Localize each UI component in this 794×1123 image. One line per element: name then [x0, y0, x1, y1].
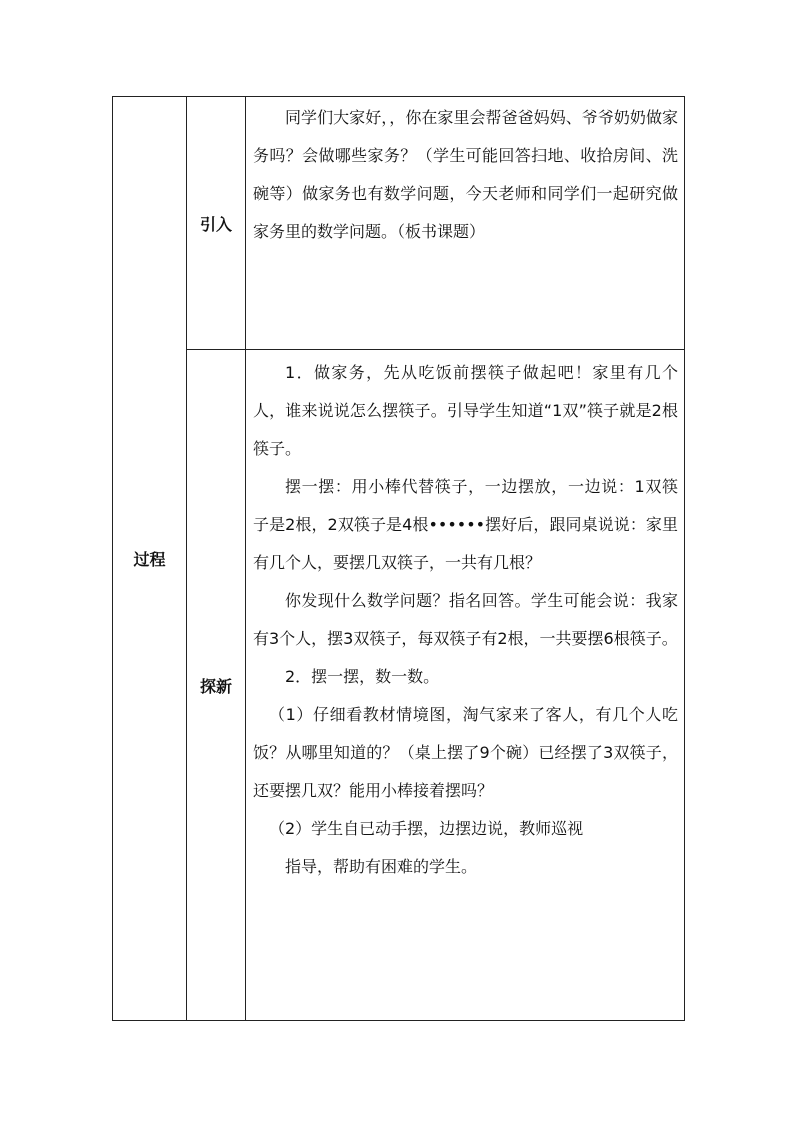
stage-label: 过程	[113, 97, 187, 1021]
section-content-explore	[246, 350, 685, 1021]
section-content-intro	[246, 97, 685, 350]
table-row	[113, 97, 685, 350]
paragraph: （1）仔细看教材情境图，淘气家来了客人，有几个人吃饭？从哪里知道的？（桌上摆了9个碗）已经摆了3双筷子，还要摆几双？能用小棒接着摆吗？	[253, 705, 678, 800]
paragraph: 2．摆一摆，数一数。	[285, 667, 440, 686]
section-label-explore: 探新	[187, 350, 246, 1021]
paragraph: 同学们大家好，，你在家里会帮爸爸妈妈、爷爷奶奶做家务吗？会做哪些家务？（学生可能回答扫地、收拾房间、洗碗等）做家务也有数学问题，今天老师和同学们一起研究做家务里的数学问题。（板书课题）	[253, 108, 678, 241]
paragraph: 1．做家务，先从吃饭前摆筷子做起吧！家里有几个人，谁来说说怎么摆筷子。引导学生知道“1双”筷子就是2根筷子。	[253, 363, 678, 458]
lesson-table	[112, 96, 685, 1021]
paragraph: 你发现什么数学问题？指名回答。学生可能会说：我家有3个人，摆3双筷子，每双筷子有2根，一共要摆6根筷子。	[253, 591, 678, 648]
paragraph: 摆一摆：用小棒代替筷子，一边摆放，一边说：1双筷子是2根，2双筷子是4根••••••摆好后，跟同桌说说：家里有几个人，要摆几双筷子，一共有几根？	[253, 477, 678, 572]
section-label-intro: 引入	[187, 97, 246, 350]
paragraph: 指导，帮助有困难的学生。	[285, 857, 478, 876]
paragraph: （2）学生自已动手摆，边摆边说，教师巡视	[269, 819, 584, 838]
table-row	[113, 350, 685, 1021]
